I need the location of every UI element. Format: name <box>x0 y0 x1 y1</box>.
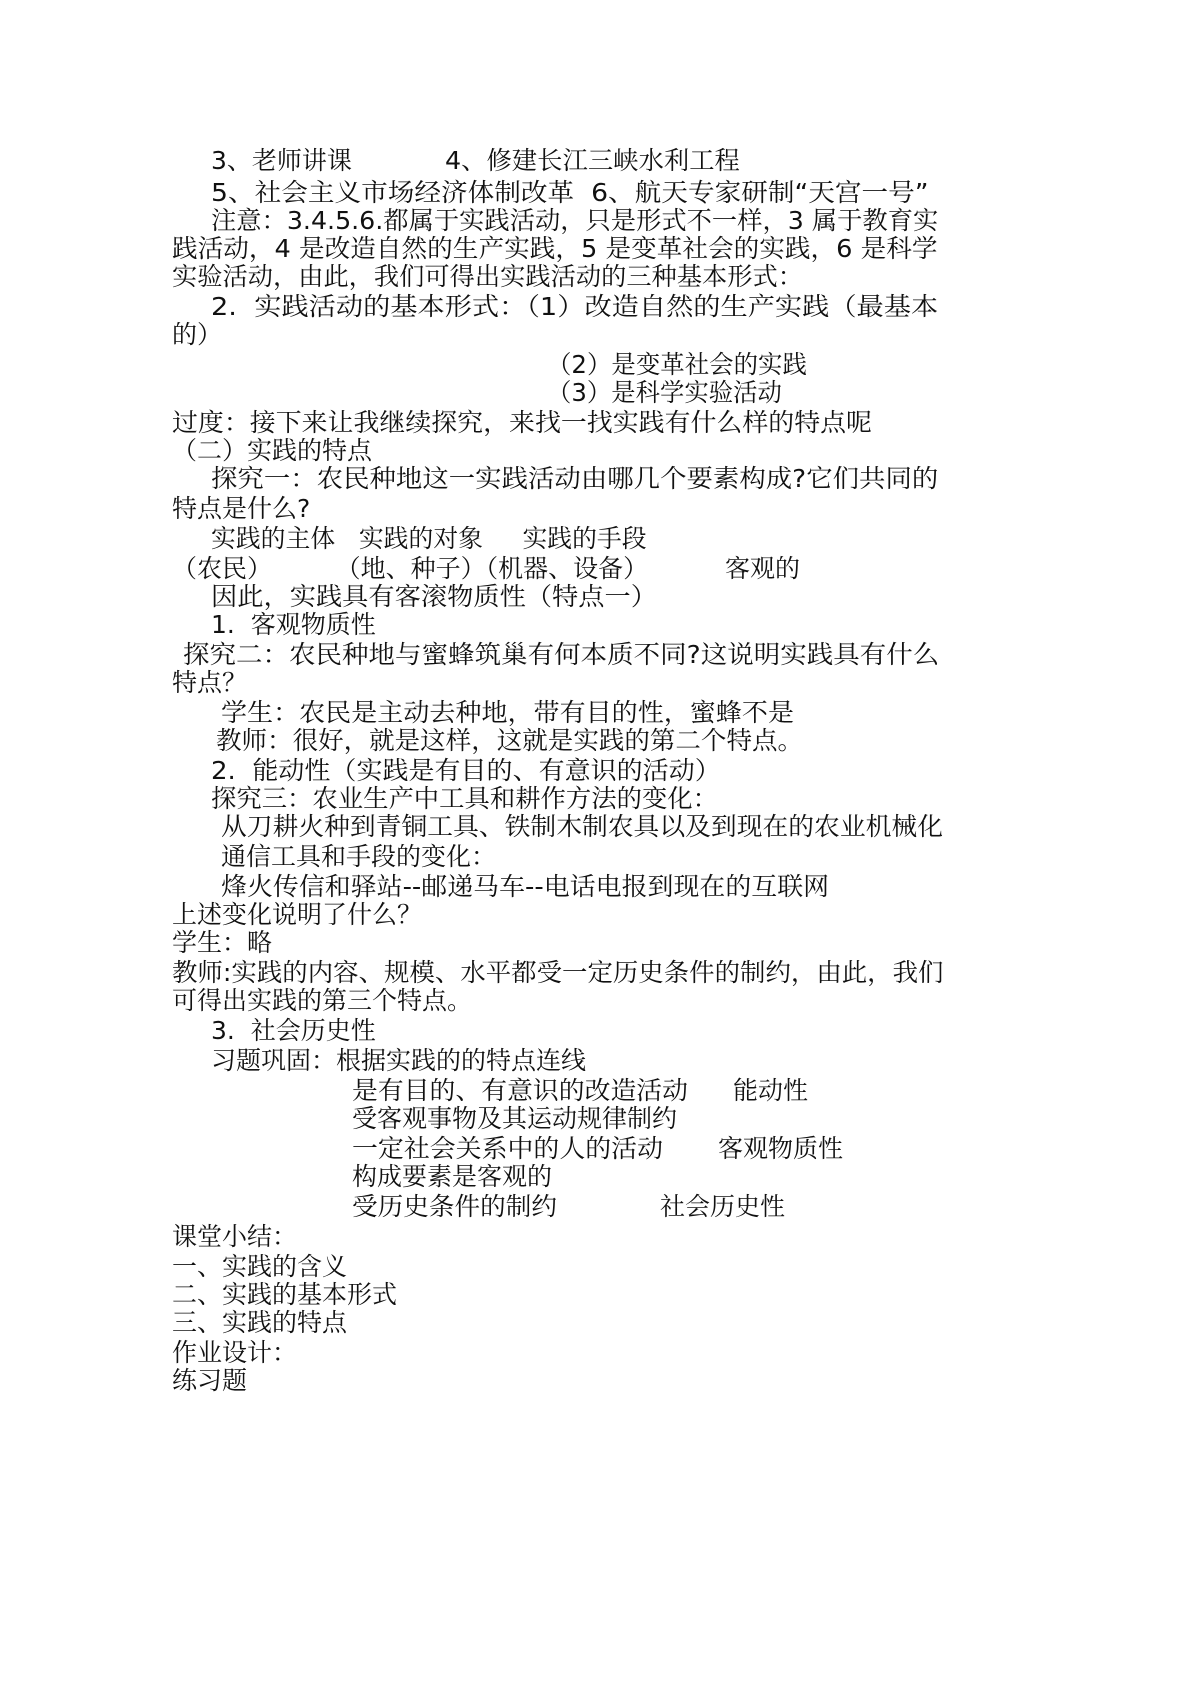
text-line: 是有目的、有意识的改造活动 <box>352 1076 689 1105</box>
text-line: 教师:实践的内容、规模、水平都受一定历史条件的制约，由此，我们 <box>172 958 944 987</box>
text-line: （二）实践的特点 <box>172 436 373 465</box>
text-line: （3）是科学实验活动 <box>547 378 782 407</box>
text-line: 过度：接下来让我继续探究，来找一找实践有什么样的特点呢 <box>172 408 872 437</box>
text-line: 作业设计： <box>172 1338 298 1367</box>
text-line: 构成要素是客观的 <box>352 1162 553 1191</box>
text-line: 5、社会主义市场经济体制改革 6、航天专家研制“天宫一号” <box>211 178 929 207</box>
text-line: 习题巩固：根据实践的的特点连线 <box>211 1046 587 1075</box>
text-line: 实践的主体 实践的对象 实践的手段 <box>211 524 647 553</box>
text-line: 2. 实践活动的基本形式：（1）改造自然的生产实践（最基本 <box>211 292 939 321</box>
text-line: 社会历史性 <box>660 1192 786 1221</box>
text-line: 烽火传信和驿站--邮递马车--电话电报到现在的互联网 <box>221 872 830 901</box>
text-line: （农民） （地、种子）（机器、设备） <box>172 554 649 583</box>
text-line: 探究一：农民种地这一实践活动由哪几个要素构成?它们共同的 <box>211 464 939 493</box>
text-line: 3. 社会历史性 <box>211 1016 376 1045</box>
text-line: 的） <box>172 320 223 349</box>
text-line: 探究二：农民种地与蜜蜂筑巢有何本质不同?这说明实践具有什么 <box>183 640 940 669</box>
text-line: 因此，实践具有客滚物质性（特点一） <box>211 582 658 611</box>
text-line: 课堂小结： <box>172 1222 298 1251</box>
text-line: 练习题 <box>172 1366 248 1395</box>
text-line: 探究三：农业生产中工具和耕作方法的变化： <box>211 784 719 813</box>
text-line: 通信工具和手段的变化： <box>221 842 497 871</box>
text-line: （2）是变革社会的实践 <box>547 350 807 379</box>
text-line: 受历史条件的制约 <box>352 1192 558 1221</box>
text-line: 一定社会关系中的人的活动 <box>352 1134 664 1163</box>
text-line: 1. 客观物质性 <box>211 610 376 639</box>
text-line: 三、实践的特点 <box>172 1308 348 1337</box>
text-line: 3、老师讲课 <box>211 146 352 175</box>
text-line: 2. 能动性（实践是有目的、有意识的活动） <box>211 756 721 785</box>
text-line: 二、实践的基本形式 <box>172 1280 398 1309</box>
text-line: 受客观事物及其运动规律制约 <box>352 1104 678 1133</box>
text-line: 践活动，4 是改造自然的生产实践，5 是变革社会的实践，6 是科学 <box>172 234 938 263</box>
text-line: 学生：略 <box>172 928 273 957</box>
text-line: 客观的 <box>725 554 801 583</box>
text-line: 特点？ <box>172 668 248 697</box>
text-line: 一、实践的含义 <box>172 1252 348 1281</box>
text-line: 教师：很好，就是这样，这就是实践的第二个特点。 <box>216 726 804 755</box>
text-line: 实验活动，由此，我们可得出实践活动的三种基本形式： <box>172 262 804 291</box>
text-line: 4、修建长江三峡水利工程 <box>445 146 740 175</box>
text-line: 客观物质性 <box>718 1134 844 1163</box>
text-line: 特点是什么? <box>172 494 311 523</box>
text-line: 从刀耕火种到青铜工具、铁制木制农具以及到现在的农业机械化 <box>221 812 943 841</box>
text-line: 注意：3.4.5.6.都属于实践活动，只是形式不一样，3 属于教育实 <box>211 206 939 235</box>
text-line: 能动性 <box>733 1076 809 1105</box>
text-line: 可得出实践的第三个特点。 <box>172 986 473 1015</box>
text-line: 上述变化说明了什么？ <box>172 900 423 929</box>
text-line: 学生：农民是主动去种地，带有目的性，蜜蜂不是 <box>221 698 795 727</box>
